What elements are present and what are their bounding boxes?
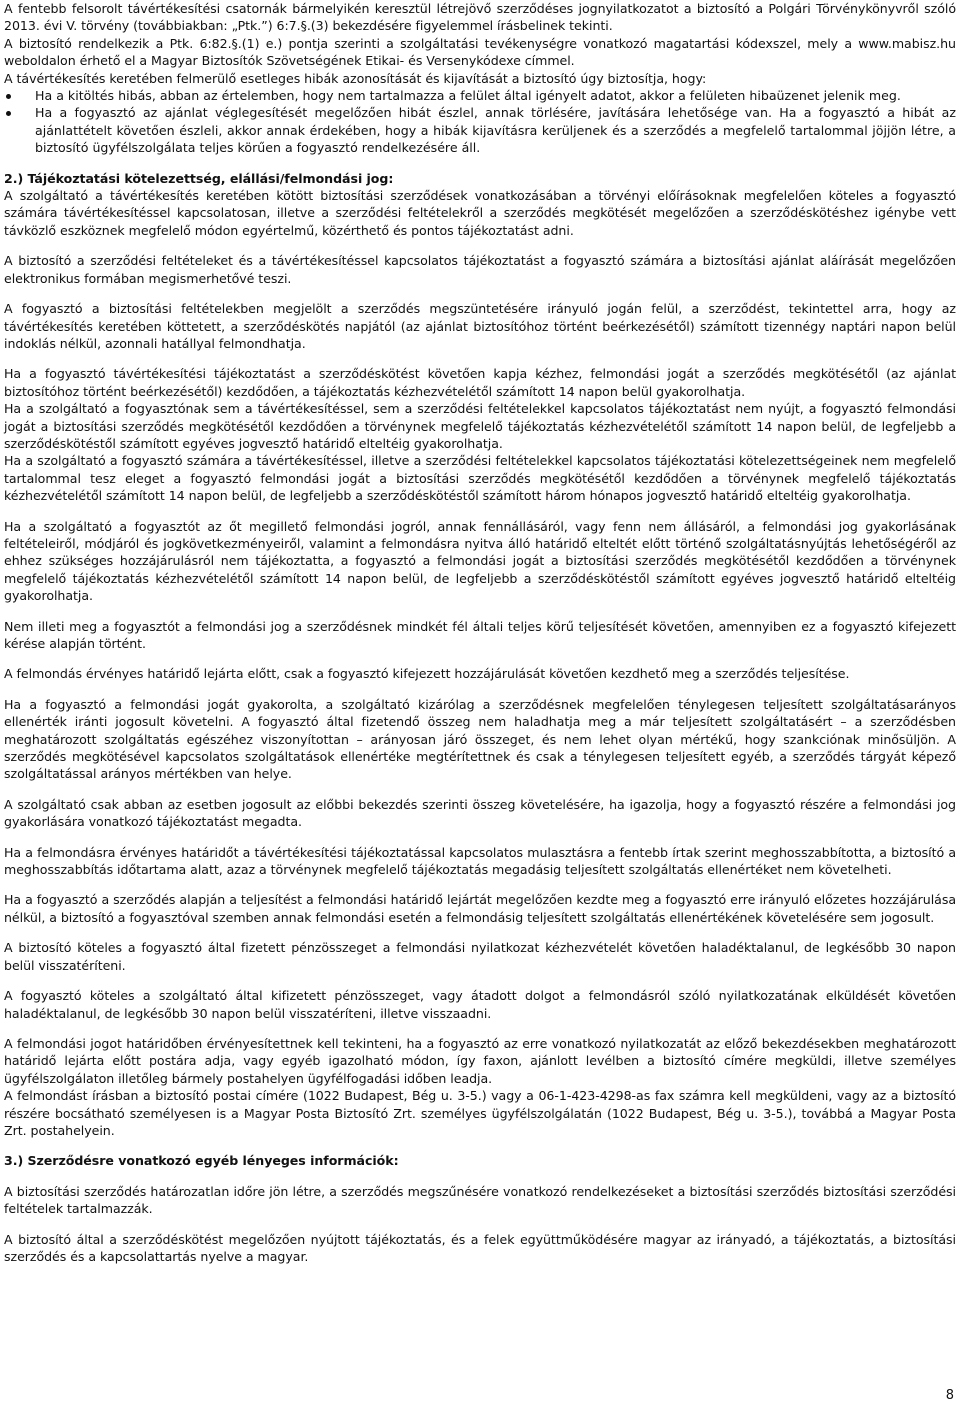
paragraph-withdrawal-right: A fogyasztó a biztosítási feltételekben megjelölt a szerződés megszüntetésére irányuló jogán felül, a szerződést, tekintettel arra, hogy az távértékesítés keretében köttetett, a szerződéskötés napjától (az ajánlat biztosítóhoz történt beérkezésétől) számított tizennégy naptári napon belül indoklás nélkül, azonnali hatállyal felmondhatja. [4,301,956,351]
paragraph-performance-start: A felmondás érvényes határidő lejárta előtt, csak a fogyasztó kifejezett hozzájárulását követően kezdhető meg a szerződés teljesítése. [4,666,850,682]
paragraph-early-performance: Ha a fogyasztó a szerződés alapján a teljesítést a felmondási határidő lejártát megelőzően kezdte meg a fogyasztó erre irányuló előzetes hozzájárulása nélkül, a biztosító a fogyasztóval szemben annak felmondási esetén a felmondásig teljesített szolgáltatás ellenértékének követelésére sem jogosult. [4,892,956,925]
paragraph-late-information: Ha a fogyasztó távértékesítési tájékoztatást a szerződéskötést követően kapja kézhez, felmondási jogát a szerződés megkötésétől (az ajánlat biztosítóhoz történt beérkezésétől) kezdődően, a tájékoztatás kézhezvételétől számított 14 napon belül gyakorolhatja. [4,366,956,399]
paragraph-extended-deadline: Ha a felmondásra érvényes határidőt a távértékesítési tájékoztatással kapcsolatos mulasztásra a fentebb írtak szerint meghosszabbította, a biztosító a meghosszabbítás időtartama alatt, azaz a törvénynek megfelelő tájékoztatás megadásig teljesített szolgáltatás ellenértéket nem követelheti. [4,844,956,878]
list-item: Ha a fogyasztó az ajánlat véglegesítését megelőzően hibát észlel, annak törlésére, javítására lehetősége van. Ha a fogyasztó a hibát az ajánlattételt követően észleli, akkor annak érdekében, hogy a hibák kijavításra kerüljenek és a szerződés a megfelelő tartalommal jöjjön létre, a biztosító ügyfélszolgálata teljes körűen a fogyasztó rendelkezésére áll. [4,104,956,156]
paragraph-proportional-fee: Ha a fogyasztó a felmondási jogát gyakorolta, a szolgáltató kizárólag a szerződésnek megfelelően ténylegesen teljesített szolgáltatásarányos ellenérték iránti jogosult követelni. A fogyasztó által fizetendő összeg nem haladhatja meg a már teljesített szolgáltatásért – a szerződésben meghatározott szolgáltatás egészéhez viszonyítottan – arányosan járó összeget, és nem lehet olyan mértékű, hogy szankciónak minősüljön. A szerződés megkötésével kapcsolatos szolgáltatások ellenértéke megtérítettnek és csak a ténylegesen teljesített egyéb, a szerződés tárgyát képező szolgáltatással arányos mértékben van helye. [4,696,956,782]
paragraph-code-of-conduct: A biztosító rendelkezik a Ptk. 6:82.§.(1) e.) pontja szerinti a szolgáltatási tevékenységre vonatkozó magatartási kódexszel, mely a www.mabisz.hu weboldalon érhető el a Magyar Biztosítók Szövetségének Etikai- és Versenykódexe címmel. [4,35,956,69]
paragraph-withdrawal-address: A felmondást írásban a biztosító postai címére (1022 Budapest, Bég u. 3-5.) vagy a 06-1-423-4298-as fax számra kell megküldeni, vagy az a biztosító részére bocsátható személyesen is a Magyar Posta Biztosító Zrt. személyes ügyfélszolgálatán (1022 Budapest, Bég u. 3-5.), továbbá a Magyar Posta Zrt. postahelyein. [4,1088,956,1138]
paragraph-conditions-availability: A biztosító a szerződési feltételeket és a távértékesítéssel kapcsolatos tájékoztatást a fogyasztó számára a biztosítási ajánlat aláírását megelőzően elektronikus formában megismerhetővé teszi. [4,253,956,286]
paragraph-no-withdrawal-information: Ha a szolgáltató a fogyasztót az őt megillető felmondási jogról, annak fennállásáról, vagy fenn nem állásáról, a felmondási jog gyakorlásának feltételeiről, módjáról és jogkövetkezményeiről, valamint a felmondásra nyitva álló határidő elteltét előtt történő szolgáltatásnyújtás lehetőségéről az ehhez szükséges hozzájárulásról nem tájékoztatta, a fogyasztó a felmondási jogát a biztosítási szerződés megkötésétől kezdődően a törvénynek megfelelő tájékoztatás kézhezvételétől számított 14 napon belül, de legfeljebb a szerződéskötéstől számított egyéves jogvesztő határidő elteltéig gyakorolhatja. [4,518,956,604]
paragraph-error-correction-intro: A távértékesítés keretében felmerülő esetleges hibák azonosítását és kijavítását a biztosító úgy biztosítja, hogy: [4,70,707,86]
page-number: 8 [945,1388,954,1403]
paragraph-no-withdrawal-right: Nem illeti meg a fogyasztót a felmondási jog a szerződésnek mindkét fél általi teljes körű teljesítését követően, amennyiben ez a fogyasztó kifejezett kérése alapján történt. [4,618,956,651]
document-page [4,0,956,1265]
bullet-icon [6,111,11,116]
list-item: Ha a kitöltés hibás, abban az értelemben, hogy nem tartalmazza a felület által igényelt adatot, akkor a felületen hibaüzenet jelenik meg. [4,87,956,104]
section-heading-other-information: 3.) Szerződésre vonatkozó egyéb lényeges információk: [4,1153,399,1169]
paragraph-language: A biztosító által a szerződéskötést megelőzően nyújtott tájékoztatás, és a felek együttműködésére magyar az irányadó, a tájékoztatás, a biztosítási szerződés és a kapcsolattartás nyelve a magyar. [4,1231,956,1264]
paragraph-written-form: A fentebb felsorolt távértékesítési csatornák bármelyikén keresztül létrejövő szerződéses jognyilatkozatot a biztosító a Polgári Törvénykönyvről szóló 2013. évi V. törvény (továbbiakban: „Ptk.”) 6:7.§.(3) bekezdésére figyelemmel írásbelinek tekinti. [4,1,956,34]
paragraph-no-information: Ha a szolgáltató a fogyasztónak sem a távértékesítéssel, sem a szerződési feltételekkel kapcsolatos tájékoztatást nem nyújt, a fogyasztó felmondási jogát a biztosítási szerződés megkötésétől kezdődően a törvénynek megfelelő tájékoztatás kézhezvételétől számított 14 napon belül, de legfeljebb a szerződéskötéstől számított egyéves jogvesztő határidő elteltéig gyakorolhatja. [4,401,956,451]
paragraph-withdrawal-timely: A felmondási jogot határidőben érvényesítettnek kell tekinteni, ha a fogyasztó az erre vonatkozó nyilatkozatát az előző bekezdésekben meghatározott határidő lejárta előtt postára adja, vagy egyéb igazolható módon, így faxon, ajánlott levélben a biztosító címére megküldi, illetve személyes ügyfélszolgálaton illetőleg bármely postahelyen ügyfélfogadási időben leadja. [4,1035,956,1086]
paragraph-consumer-refund: A fogyasztó köteles a szolgáltató által kifizetett pénzösszeget, vagy átadott dolgot a felmondásról szóló nyilatkozatának elküldését követően haladéktalanul, de legkésőbb 30 napon belül visszatéríteni, illetve visszaadni. [4,988,956,1021]
paragraph-improper-information: Ha a szolgáltató a fogyasztó számára a távértékesítéssel, illetve a szerződési feltételekkel kapcsolatos tájékoztatási kötelezettségeinek nem megfelelő tartalommal tesz eleget a fogyasztó felmondási jogát a biztosítási szerződés megkötésétől kezdődően a törvénynek megfelelő tájékoztatás kézhezvételétől számított 14 napon belül, de legfeljebb a szerződéskötéstől számított három hónapos jogvesztő határidő elteltéig gyakorolhatja. [4,453,956,504]
error-correction-list [4,87,956,157]
paragraph-fee-condition: A szolgáltató csak abban az esetben jogosult az előbbi bekezdés szerinti összeg követelésére, ha igazolja, hogy a fogyasztó részére a felmondási jog gyakorlására vonatkozó tájékoztatást megadta. [4,796,956,830]
paragraph-insurer-refund: A biztosító köteles a fogyasztó által fizetett pénzösszeget a felmondási nyilatkozat kézhezvételét követően haladéktalanul, de legkésőbb 30 napon belül visszatéríteni. [4,940,956,973]
section-heading-information-duty: 2.) Tájékoztatási kötelezettség, elállási/felmondási jog: [4,170,394,186]
bullet-icon [6,94,11,99]
paragraph-information-duty: A szolgáltató a távértékesítés keretében kötött biztosítási szerződések vonatkozásában a törvényi előírásoknak megfelelően köteles a fogyasztó számára távértékesítéssel kapcsolatosan, illetve a szerződési feltételekről a szerződés megkötését megelőzően a szerződéskötéshez igénybe vett távközlő eszköznek megfelelő módon egyértelmű, közérthető és pontos tájékoztatást adni. [4,188,956,238]
paragraph-contract-duration: A biztosítási szerződés határozatlan időre jön létre, a szerződés megszűnésére vonatkozó rendelkezéseket a biztosítási szerződés biztosítási szerződési feltételek tartalmazzák. [4,1183,956,1217]
